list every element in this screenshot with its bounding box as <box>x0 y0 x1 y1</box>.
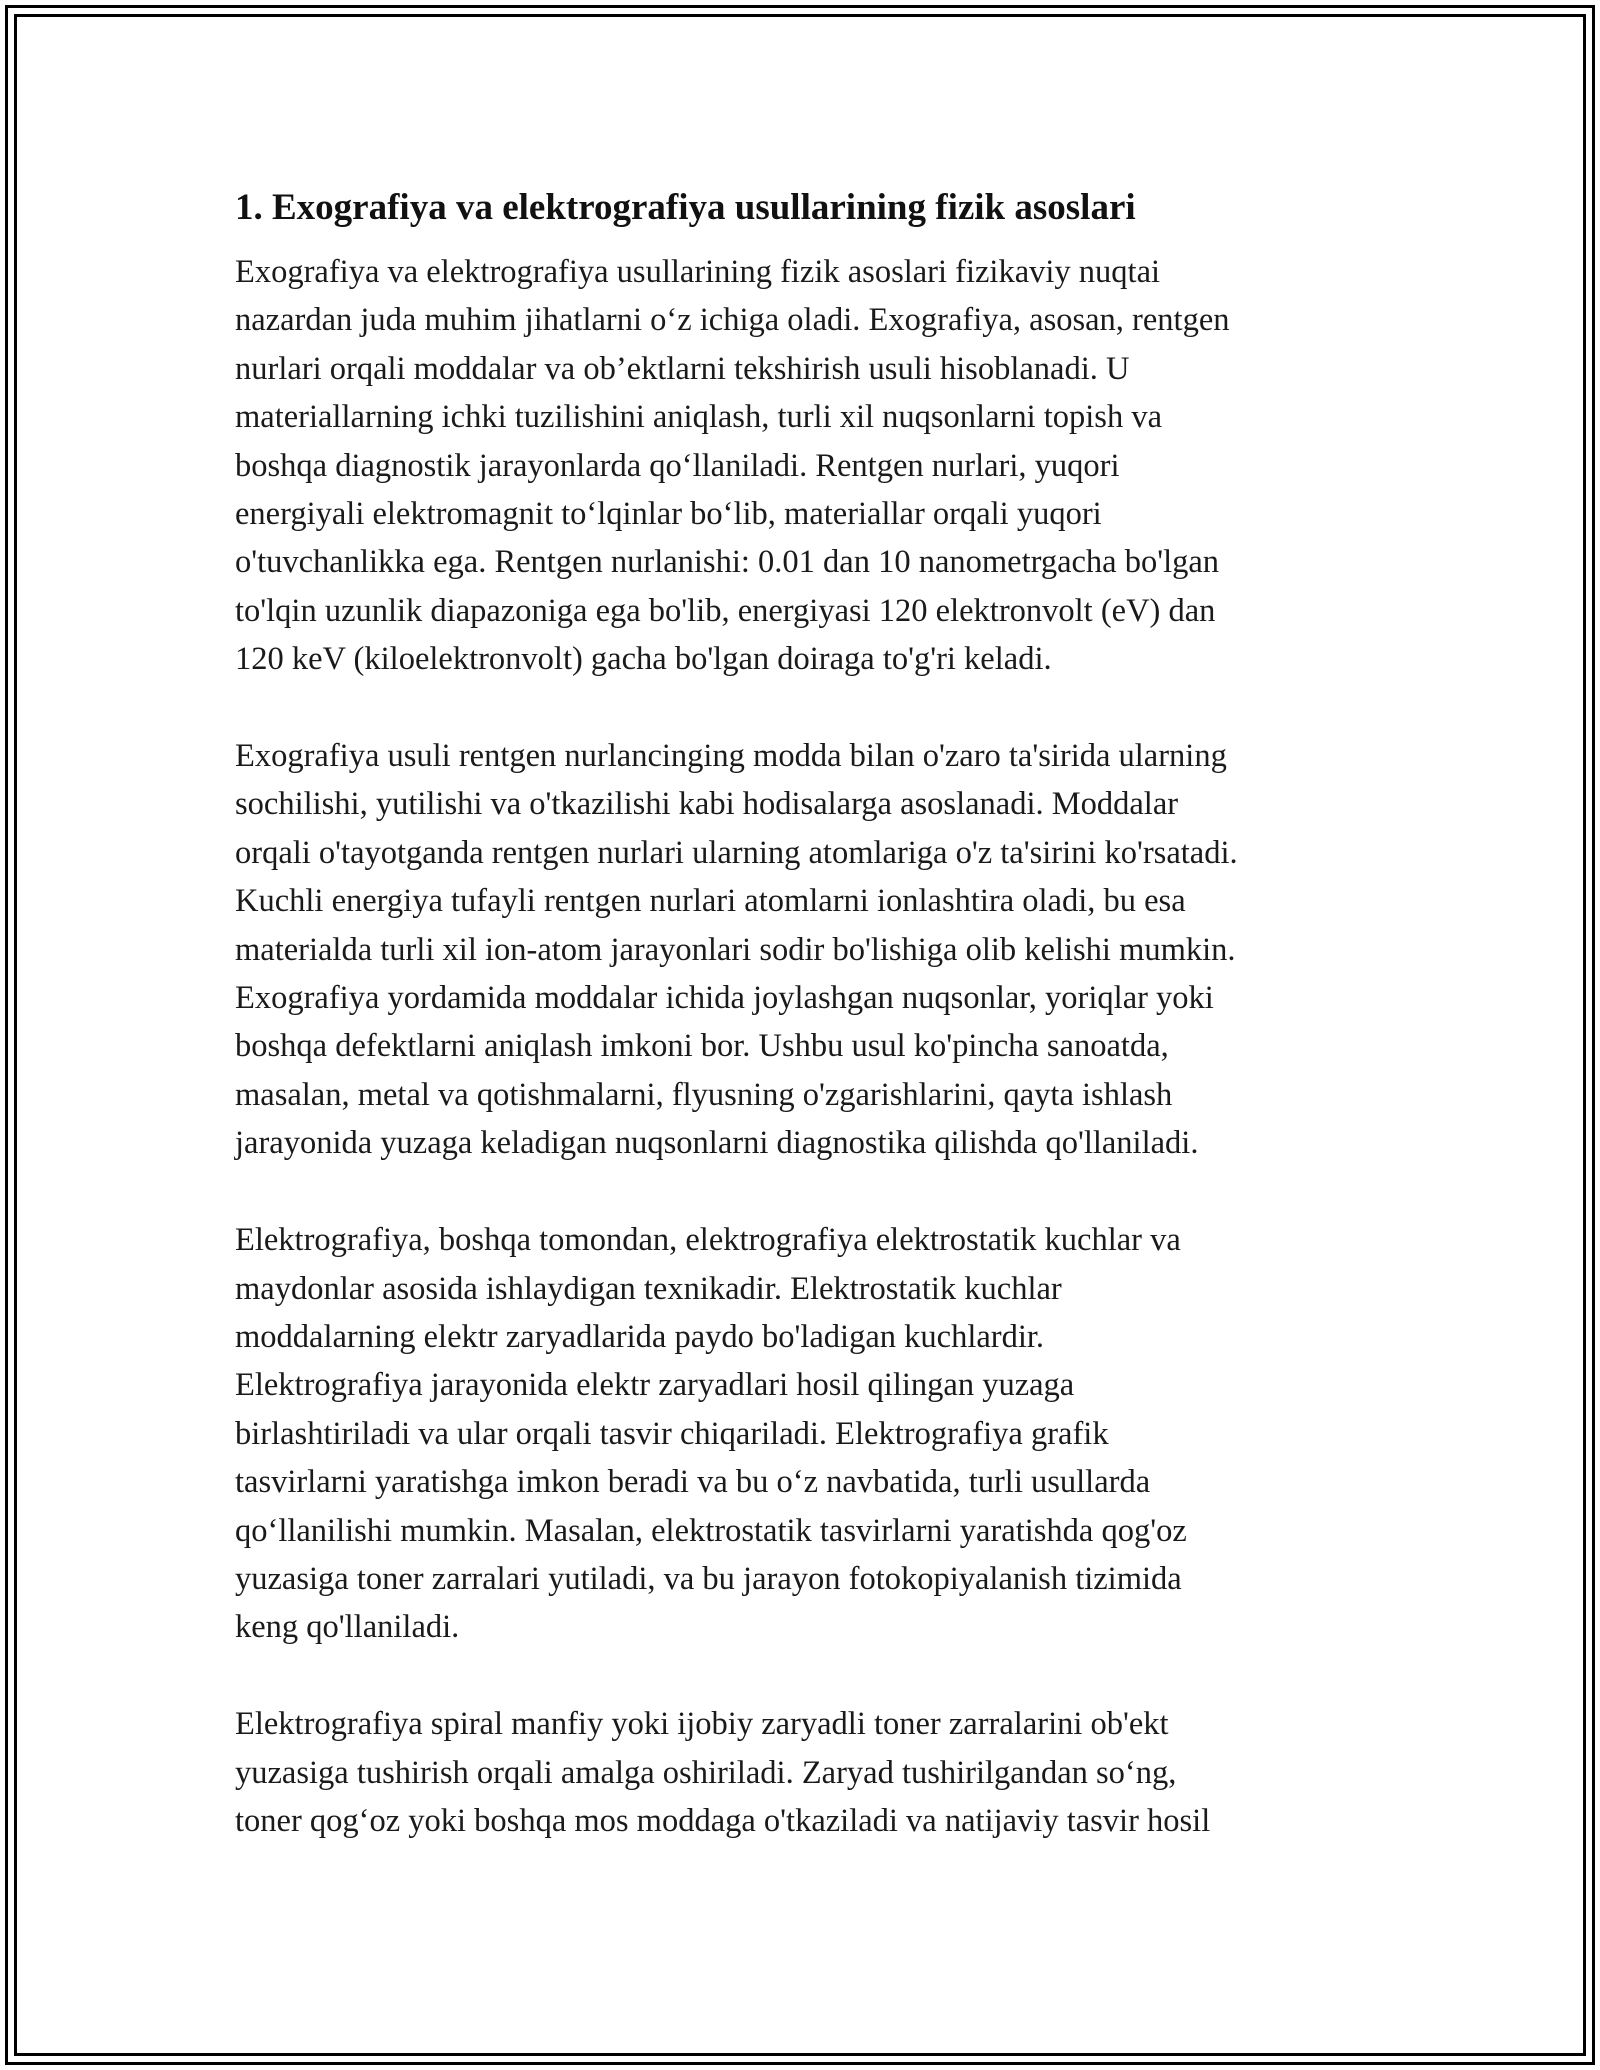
text-line: qo‘llanilishi mumkin. Masalan, elektrostatik tasvirlarni yaratishda qog'oz <box>235 1512 1187 1549</box>
text-line: Kuchli energiya tufayli rentgen nurlari atomlarni ionlashtira oladi, bu esa <box>235 883 1186 920</box>
document-body <box>235 186 1375 1845</box>
text-line: Elektrografiya spiral manfiy yoki ijobiy zaryadli toner zarralarini ob'ekt <box>235 1706 1169 1743</box>
text-line: o'tuvchanlikka ega. Rentgen nurlanishi: 0.01 dan 10 nanometrgacha bo'lgan <box>235 544 1220 581</box>
text-line: yuzasiga tushirish orqali amalga oshiriladi. Zaryad tushirilgandan so‘ng, <box>235 1754 1177 1791</box>
text-line: materiallarning ichki tuzilishini aniqlash, turli xil nuqsonlarni topish va <box>235 399 1162 436</box>
text-line: moddalarning elektr zaryadlarida paydo bo'ladigan kuchlardir. <box>235 1318 1045 1355</box>
text-line: maydonlar asosida ishlaydigan texnikadir. Elektrostatik kuchlar <box>235 1270 1062 1307</box>
section-heading: 1. Exografiya va elektrografiya usullarining fizik asoslari <box>235 187 1136 228</box>
text-line: toner qog‘oz yoki boshqa mos moddaga o'tkaziladi va natijaviy tasvir hosil <box>235 1802 1211 1839</box>
text-line: energiyali elektromagnit to‘lqinlar bo‘lib, materiallar orqali yuqori <box>235 496 1102 533</box>
text-line: to'lqin uzunlik diapazoniga ega bo'lib, energiyasi 120 elektronvolt (eV) dan <box>235 592 1216 629</box>
paragraph-3 <box>235 1216 1375 1652</box>
text-line: yuzasiga toner zarralari yutiladi, va bu jarayon fotokopiyalanish tizimida <box>235 1560 1182 1597</box>
text-line: Exografiya va elektrografiya usullarining fizik asoslari fizikaviy nuqtai <box>235 254 1161 290</box>
text-line: tasvirlarni yaratishga imkon beradi va bu o‘z navbatida, turli usullarda <box>235 1464 1151 1501</box>
paragraph-1 <box>235 248 1375 684</box>
text-line: nurlari orqali moddalar va ob’ektlarni tekshirish usuli hisoblanadi. U <box>235 350 1130 387</box>
text-line: keng qo'llaniladi. <box>235 1609 460 1646</box>
text-line: Elektrografiya, boshqa tomondan, elektrografiya elektrostatik kuchlar va <box>235 1222 1181 1259</box>
text-line: boshqa defektlarni aniqlash imkoni bor. Ushbu usul ko'pincha sanoatda, <box>235 1028 1169 1065</box>
text-line: birlashtiriladi va ular orqali tasvir chiqariladi. Elektrografiya grafik <box>235 1415 1109 1452</box>
text-line: orqali o'tayotganda rentgen nurlari ularning atomlariga o'z ta'sirini ko'rsatadi. <box>235 834 1238 871</box>
text-line: nazardan juda muhim jihatlarni o‘z ichiga oladi. Exografiya, asosan, rentgen <box>235 302 1230 339</box>
text-line: materialda turli xil ion-atom jarayonlari sodir bo'lishiga olib kelishi mumkin. <box>235 931 1236 968</box>
text-line: sochilishi, yutilishi va o'tkazilishi kabi hodisalarga asoslanadi. Moddalar <box>235 786 1179 823</box>
text-line: Elektrografiya jarayonida elektr zaryadlari hosil qilingan yuzaga <box>235 1367 1075 1404</box>
text-line: Exografiya usuli rentgen nurlancinging modda bilan o'zaro ta'sirida ularning <box>235 738 1227 775</box>
paragraph-4 <box>235 1700 1375 1845</box>
paragraph-2 <box>235 732 1375 1168</box>
text-line: boshqa diagnostik jarayonlarda qo‘llaniladi. Rentgen nurlari, yuqori <box>235 447 1120 484</box>
text-line: masalan, metal va qotishmalarni, flyusning o'zgarishlarini, qayta ishlash <box>235 1076 1173 1113</box>
text-line: jarayonida yuzaga keladigan nuqsonlarni diagnostika qilishda qo'llaniladi. <box>235 1125 1199 1162</box>
text-line: Exografiya yordamida moddalar ichida joylashgan nuqsonlar, yoriqlar yoki <box>235 980 1214 1017</box>
text-line: 120 keV (kiloelektronvolt) gacha bo'lgan doiraga to'g'ri keladi. <box>235 641 1052 678</box>
